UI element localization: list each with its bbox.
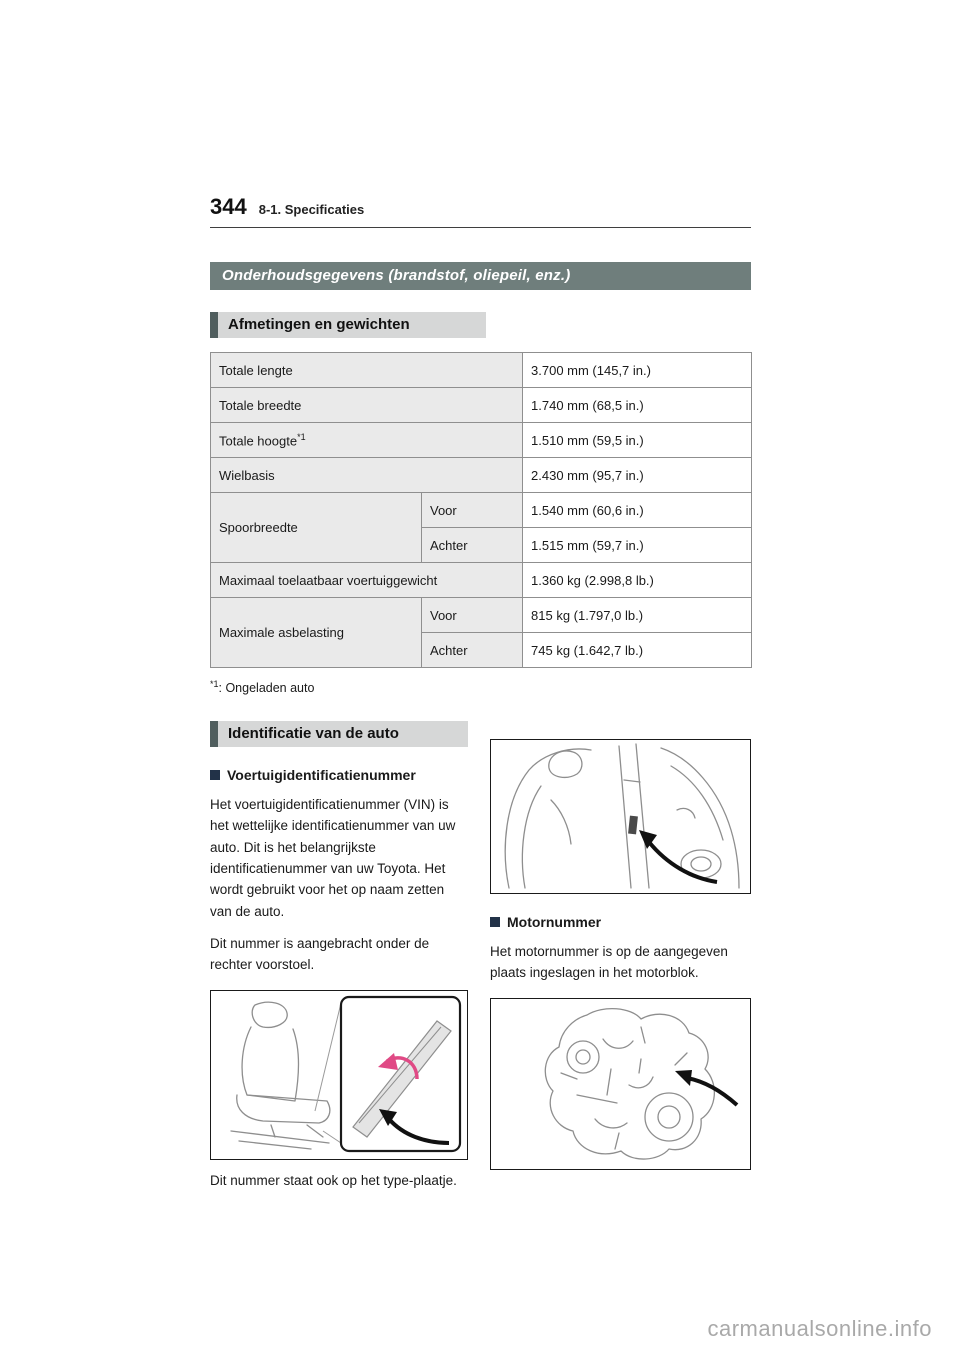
table-row — [211, 598, 752, 633]
seat-vin-location-illustration — [210, 990, 468, 1160]
table-cell-label: Totale breedte — [211, 388, 523, 423]
footnote-ref: *1 — [297, 431, 306, 442]
square-bullet-icon — [210, 770, 220, 780]
vin-label-marker — [628, 816, 638, 835]
vin-paragraph-2: Dit nummer is aangebracht onder de rechter voorstoel. — [210, 936, 430, 973]
table-cell-sublabel: Achter — [422, 528, 523, 563]
section-banner: Onderhoudsgegevens (brandstof, oliepeil, enz.) — [210, 262, 751, 290]
table-cell-value: 815 kg (1.797,0 lb.) — [523, 598, 752, 633]
vin-caption: Dit nummer staat ook op het type-plaatje. — [210, 1172, 457, 1188]
table-cell-value: 1.510 mm (59,5 in.) — [523, 423, 752, 458]
vin-paragraph-1: Het voertuigidentificatienummer (VIN) is het wettelijke identificatienummer van uw auto. Dit is het belangrijkste identificatienummer van uw Toyota. Het wordt gebruikt voor het op naam zetten van de auto. — [210, 797, 456, 919]
chapter-title: 8-1. Specificaties — [258, 202, 365, 217]
table-cell-label: Wielbasis — [211, 458, 523, 493]
table-row — [211, 563, 752, 598]
table-cell-label: Maximaal toelaatbaar voertuiggewicht — [211, 563, 523, 598]
table-cell-label: Spoorbreedte — [211, 493, 422, 563]
table-row — [211, 458, 752, 493]
table-row — [211, 493, 752, 528]
table-cell-value: 2.430 mm (95,7 in.) — [523, 458, 752, 493]
table-row — [211, 388, 752, 423]
table-cell-value: 1.540 mm (60,6 in.) — [523, 493, 752, 528]
footnote-text: : Ongeladen auto — [218, 681, 315, 696]
section-header-identification: Identificatie van de auto — [210, 721, 468, 747]
table-cell-sublabel: Voor — [422, 598, 523, 633]
pointer-arrow-icon — [639, 830, 717, 882]
table-cell-label: Maximale asbelasting — [211, 598, 422, 668]
door-pillar-vin-illustration — [490, 739, 751, 894]
row-label: Totale hoogte — [219, 433, 298, 449]
table-cell-value: 1.515 mm (59,7 in.) — [523, 528, 752, 563]
engine-number-heading — [490, 914, 751, 930]
table-cell-value: 3.700 mm (145,7 in.) — [523, 353, 752, 388]
engine-number-paragraph: Het motornummer is op de aangegeven plaats ingeslagen in het motorblok. — [490, 944, 728, 981]
table-cell-sublabel: Achter — [422, 633, 523, 668]
watermark: carmanualsonline.info — [707, 1316, 932, 1341]
table-cell-sublabel: Voor — [422, 493, 523, 528]
vin-heading — [210, 767, 468, 783]
square-bullet-icon — [490, 917, 500, 927]
pointer-arrow-icon — [675, 1070, 737, 1105]
table-cell-value: 1.360 kg (2.998,8 lb.) — [523, 563, 752, 598]
footnote — [210, 679, 751, 695]
table-cell-value: 1.740 mm (68,5 in.) — [523, 388, 752, 423]
vin-heading-label: Voertuigidentificatienummer — [227, 767, 416, 784]
table-cell-label — [211, 423, 523, 458]
table-cell-label: Totale lengte — [211, 353, 523, 388]
footnote-marker: *1 — [210, 679, 219, 689]
table-row — [211, 353, 752, 388]
page-header — [210, 194, 751, 228]
table-row — [211, 423, 752, 458]
engine-number-illustration — [490, 998, 751, 1170]
engine-number-heading-label: Motornummer — [507, 914, 602, 931]
page-number: 344 — [210, 194, 247, 219]
table-cell-value: 745 kg (1.642,7 lb.) — [523, 633, 752, 668]
callout-lines — [315, 1003, 341, 1143]
dimensions-table — [210, 352, 752, 668]
section-header-dimensions: Afmetingen en gewichten — [210, 312, 486, 338]
